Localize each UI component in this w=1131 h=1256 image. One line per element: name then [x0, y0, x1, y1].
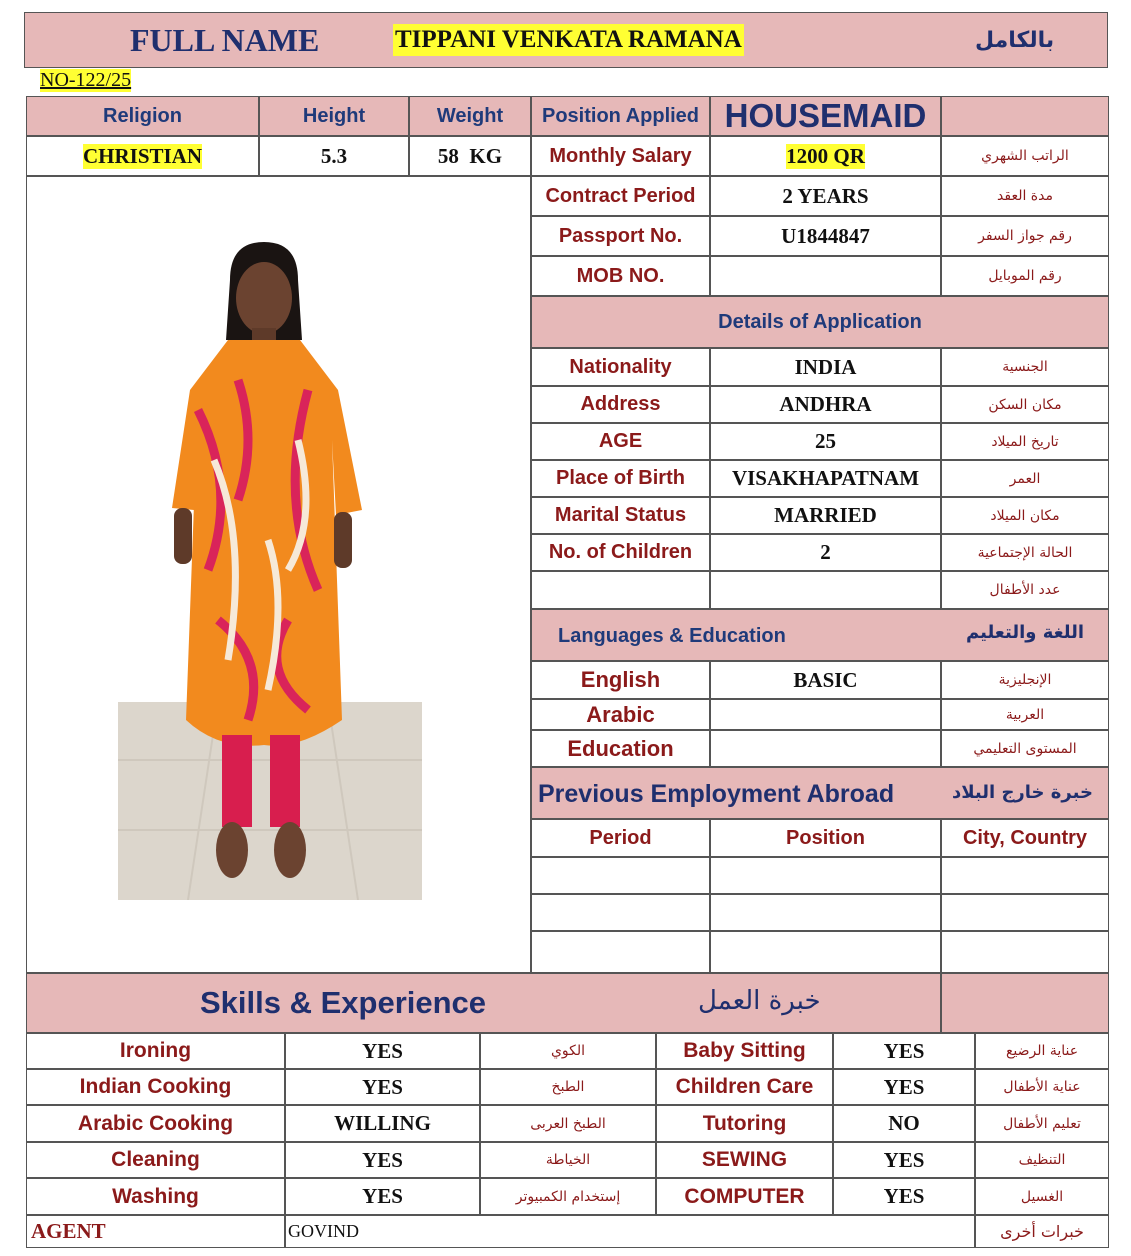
passport-value: U1844847 — [710, 216, 941, 256]
languages-title: Languages & Education — [558, 625, 786, 647]
employment-row-3-city — [941, 931, 1109, 973]
candidate-photo — [118, 240, 422, 900]
employment-row-3-position — [710, 931, 941, 973]
height-header: Height — [259, 96, 409, 136]
languages-title-arabic: اللغة والتعليم — [966, 622, 1085, 643]
employment-row-1-position — [710, 857, 941, 894]
skill-washing-label: Washing — [26, 1178, 285, 1215]
weight-header: Weight — [409, 96, 531, 136]
employment-row-2-position — [710, 894, 941, 931]
position-applied-label: Position Applied — [531, 96, 710, 136]
place-of-birth-arabic: العمر — [941, 460, 1109, 497]
skill-baby-sitting-value: YES — [833, 1033, 975, 1069]
skill-ironing-value: YES — [285, 1033, 480, 1069]
skill-indian-cooking-arabic: الطبخ — [480, 1069, 656, 1105]
skill-indian-cooking-label: Indian Cooking — [26, 1069, 285, 1105]
skill-cleaning-value: YES — [285, 1142, 480, 1178]
skill-arabic-cooking-label: Arabic Cooking — [26, 1105, 285, 1142]
nationality-label: Nationality — [531, 348, 710, 386]
skill-sewing-arabic: التنظيف — [975, 1142, 1109, 1178]
candidate-photo-svg — [118, 240, 422, 900]
address-arabic: مكان السكن — [941, 386, 1109, 423]
extra-detail-label — [531, 571, 710, 609]
skill-indian-cooking-value: YES — [285, 1069, 480, 1105]
full-name-value: TIPPANI VENKATA RAMANA — [393, 24, 744, 56]
marital-status-value: MARRIED — [710, 497, 941, 534]
skill-tutoring-value: NO — [833, 1105, 975, 1142]
extra-detail-arabic: عدد الأطفال — [941, 571, 1109, 609]
place-of-birth-value: VISAKHAPATNAM — [710, 460, 941, 497]
education-value — [710, 730, 941, 767]
skill-washing-arabic: إستخدام الكمبيوتر — [480, 1178, 656, 1215]
skill-ironing-arabic: الكوي — [480, 1033, 656, 1069]
skill-children-care-label: Children Care — [656, 1069, 833, 1105]
skill-sewing-value: YES — [833, 1142, 975, 1178]
skills-title: Skills & Experience — [200, 985, 487, 1020]
employment-city-header: City, Country — [941, 819, 1109, 857]
mobile-arabic: رقم الموبايل — [941, 256, 1109, 296]
children-arabic: الحالة الإجتماعية — [941, 534, 1109, 571]
employment-position-header: Position — [710, 819, 941, 857]
employment-title-arabic: خبرة خارج البلاد — [952, 782, 1093, 803]
skills-title-arabic: خبرة العمل — [698, 986, 821, 1016]
marital-status-arabic: مكان الميلاد — [941, 497, 1109, 534]
skill-computer-arabic: الغسيل — [975, 1178, 1109, 1215]
education-arabic: المستوى التعليمي — [941, 730, 1109, 767]
employment-title: Previous Employment Abroad — [538, 780, 895, 808]
skill-washing-value: YES — [285, 1178, 480, 1215]
arabic-lang-label: Arabic — [531, 699, 710, 730]
other-experience-arabic: خبرات أخرى — [975, 1215, 1109, 1248]
english-arabic: الإنجليزية — [941, 661, 1109, 699]
nationality-arabic: الجنسية — [941, 348, 1109, 386]
contract-period-label: Contract Period — [531, 176, 710, 216]
address-value: ANDHRA — [710, 386, 941, 423]
arabic-lang-arabic: العربية — [941, 699, 1109, 730]
religion-cell — [26, 136, 259, 176]
employment-row-2-city — [941, 894, 1109, 931]
age-value: 25 — [710, 423, 941, 460]
skill-children-care-value: YES — [833, 1069, 975, 1105]
full-name-label: FULL NAME — [130, 22, 320, 58]
address-label: Address — [531, 386, 710, 423]
skill-children-care-arabic: عناية الأطفال — [975, 1069, 1109, 1105]
skill-computer-value: YES — [833, 1178, 975, 1215]
nationality-value: INDIA — [710, 348, 941, 386]
skill-cleaning-label: Cleaning — [26, 1142, 285, 1178]
skill-baby-sitting-arabic: عناية الرضيع — [975, 1033, 1109, 1069]
children-value: 2 — [710, 534, 941, 571]
monthly-salary-label: Monthly Salary — [531, 136, 710, 176]
age-label: AGE — [531, 423, 710, 460]
position-applied-value: HOUSEMAID — [710, 96, 941, 136]
skills-title-side — [941, 973, 1109, 1033]
height-value: 5.3 — [259, 136, 409, 176]
monthly-salary-arabic: الراتب الشهري — [941, 136, 1109, 176]
weight-value: 58 KG — [409, 136, 531, 176]
passport-label: Passport No. — [531, 216, 710, 256]
place-of-birth-label: Place of Birth — [531, 460, 710, 497]
extra-detail-value — [710, 571, 941, 609]
skill-computer-label: COMPUTER — [656, 1178, 833, 1215]
skill-sewing-label: SEWING — [656, 1142, 833, 1178]
religion-header: Religion — [26, 96, 259, 136]
passport-arabic: رقم جواز السفر — [941, 216, 1109, 256]
employment-row-2-period — [531, 894, 710, 931]
monthly-salary-cell — [710, 136, 941, 176]
contract-period-value: 2 YEARS — [710, 176, 941, 216]
skill-cleaning-arabic: الخياطة — [480, 1142, 656, 1178]
mobile-label: MOB NO. — [531, 256, 710, 296]
employment-row-1-period — [531, 857, 710, 894]
employment-row-1-city — [941, 857, 1109, 894]
reference-number: NO-122/25 — [40, 69, 132, 91]
position-arabic-blank — [941, 96, 1109, 136]
monthly-salary-value: 1200 QR — [786, 143, 865, 168]
skill-arabic-cooking-arabic: الطبخ العربى — [480, 1105, 656, 1142]
employment-period-header: Period — [531, 819, 710, 857]
mobile-value — [710, 256, 941, 296]
age-arabic: تاريخ الميلاد — [941, 423, 1109, 460]
agent-label: AGENT — [26, 1215, 285, 1248]
full-name-arabic: بالكامل — [975, 28, 1055, 53]
details-title: Details of Application — [531, 296, 1109, 348]
agent-value: GOVIND — [285, 1215, 975, 1248]
skill-tutoring-label: Tutoring — [656, 1105, 833, 1142]
skill-ironing-label: Ironing — [26, 1033, 285, 1069]
skill-tutoring-arabic: تعليم الأطفال — [975, 1105, 1109, 1142]
marital-status-label: Marital Status — [531, 497, 710, 534]
employment-row-3-period — [531, 931, 710, 973]
skill-arabic-cooking-value: WILLING — [285, 1105, 480, 1142]
skill-baby-sitting-label: Baby Sitting — [656, 1033, 833, 1069]
english-label: English — [531, 661, 710, 699]
english-value: BASIC — [710, 661, 941, 699]
religion-value: CHRISTIAN — [82, 143, 203, 168]
contract-period-arabic: مدة العقد — [941, 176, 1109, 216]
education-label: Education — [531, 730, 710, 767]
children-label: No. of Children — [531, 534, 710, 571]
arabic-lang-value — [710, 699, 941, 730]
